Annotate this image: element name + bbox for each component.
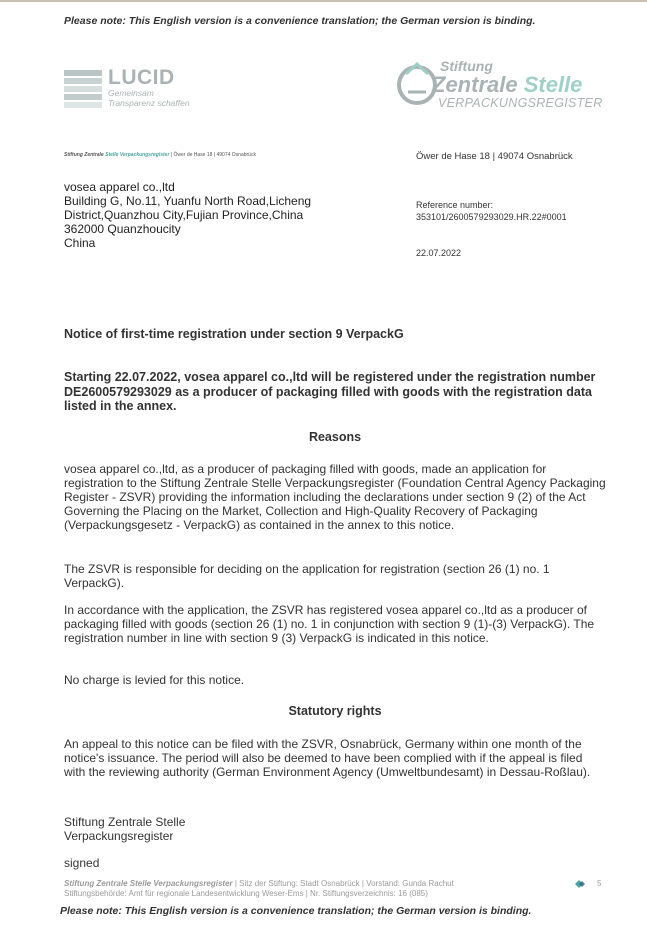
footer-logo-icon <box>575 880 585 888</box>
footer-line-2: Stiftungsbehörde: Amt für regionale Landesentwicklung Weser-Ems | Nr. Stiftungsverzeichnis: 16 (085) <box>64 889 428 898</box>
signature-line-1: Stiftung Zentrale Stelle <box>64 815 186 829</box>
disclaimer-top: Please note: This English version is a convenience translation; the German version is binding. <box>64 15 536 27</box>
reasons-paragraph-4: No charge is levied for this notice. <box>64 673 245 687</box>
zsvr-name <box>432 72 582 98</box>
recipient-line-4: 362000 Quanzhoucity <box>64 222 181 236</box>
recipient-line-3: District,Quanzhou City,Fujian Province,China <box>64 208 304 222</box>
lucid-tagline-1: Gemeinsam <box>108 88 154 98</box>
disclaimer-bottom: Please note: This English version is a convenience translation; the German version is binding. <box>60 905 532 917</box>
lucid-logo <box>64 66 204 112</box>
lucid-tagline <box>108 88 190 108</box>
notice-date: 22.07.2022 <box>416 248 462 258</box>
lucid-tagline-2: Transparenz schaffen <box>108 98 190 108</box>
zsvr-logo <box>396 58 616 114</box>
notice-title: Notice of first-time registration under section 9 VerpackG <box>64 327 404 341</box>
footer-line-1: | Sitz der Stiftung: Stadt Osnabrück | Vorstand: Gunda Rachut <box>234 879 454 888</box>
reasons-heading: Reasons <box>308 430 362 444</box>
reference-label: Reference number: <box>416 200 494 210</box>
footer-org: Stiftung Zentrale Stelle Verpackungsregister <box>64 879 233 888</box>
lucid-logo-icon <box>64 66 104 110</box>
zsvr-name-b: Stelle <box>523 72 583 97</box>
recipient-address <box>64 180 311 250</box>
zsvr-subtitle: VERPACKUNGSREGISTER <box>438 96 603 110</box>
recipient-line-2: Building G, No.11, Yuanfu North Road,Licheng <box>64 194 312 208</box>
rights-text: An appeal to this notice can be filed with the ZSVR, Osnabrück, Germany within one month of the notice's issuance. The period will also be deemed to have been complied with if the appeal is filed with the reviewing authority (German Environment Agency (Umweltbundesamt) in Dessau-Roßlau). <box>64 737 591 779</box>
page-number: 5 <box>597 879 602 888</box>
decision-text: Starting 22.07.2022, vosea apparel co.,ltd will be registered under the registration number DE2600579293029 as a producer of packaging filled with goods with the registration data listed in the annex. <box>64 370 596 413</box>
footer-text <box>64 879 454 899</box>
rights-heading: Statutory rights <box>288 704 382 718</box>
zsvr-stiftung: Stiftung <box>440 58 493 74</box>
reference-number: 353101/2600579293029.HR.22#0001 <box>416 212 567 222</box>
signature-block <box>64 815 606 870</box>
signature-line-2: Verpackungsregister <box>64 829 174 843</box>
sender-org-b: Stelle Verpackungsregister <box>105 152 170 158</box>
address-right: Öwer de Hase 18 | 49074 Osnabrück <box>416 151 573 162</box>
recipient-line-1: vosea apparel co.,ltd <box>64 180 175 194</box>
sender-line <box>64 152 256 158</box>
reference-block <box>416 199 567 223</box>
signed-label: signed <box>64 856 100 870</box>
zsvr-name-a: Zentrale <box>432 72 518 97</box>
sender-org-a: Stiftung Zentrale <box>64 152 104 158</box>
recipient-line-5: China <box>64 236 96 250</box>
reasons-paragraph-2: The ZSVR is responsible for deciding on the application for registration (section 26 (1) no. 1 VerpackG). <box>64 562 550 590</box>
reasons-paragraph-1: vosea apparel co.,ltd, as a producer of packaging filled with goods, made an application for registration to the Stiftung Zentrale Stelle Verpackungsregister (Foundation Central Agency Packaging Register - ZSVR) providing the information including the declarations under section 9 (2) of the Act Governing the Placing on the Market, Collection and High-Quality Recovery of Packaging (Verpackungsgesetz - VerpackG) as contained in the annex to this notice. <box>64 462 606 532</box>
sender-address: | Öwer de Hase 18 | 49074 Osnabrück <box>170 152 256 158</box>
lucid-wordmark: LUCID <box>108 66 175 89</box>
reasons-paragraph-3: In accordance with the application, the ZSVR has registered vosea apparel co.,ltd as a producer of packaging filled with goods (section 26 (1) no. 1 in conjunction with section 9 (1)-(3) VerpackG). The registration number in line with section 9 (3) VerpackG is indicated in this notice. <box>64 603 595 645</box>
